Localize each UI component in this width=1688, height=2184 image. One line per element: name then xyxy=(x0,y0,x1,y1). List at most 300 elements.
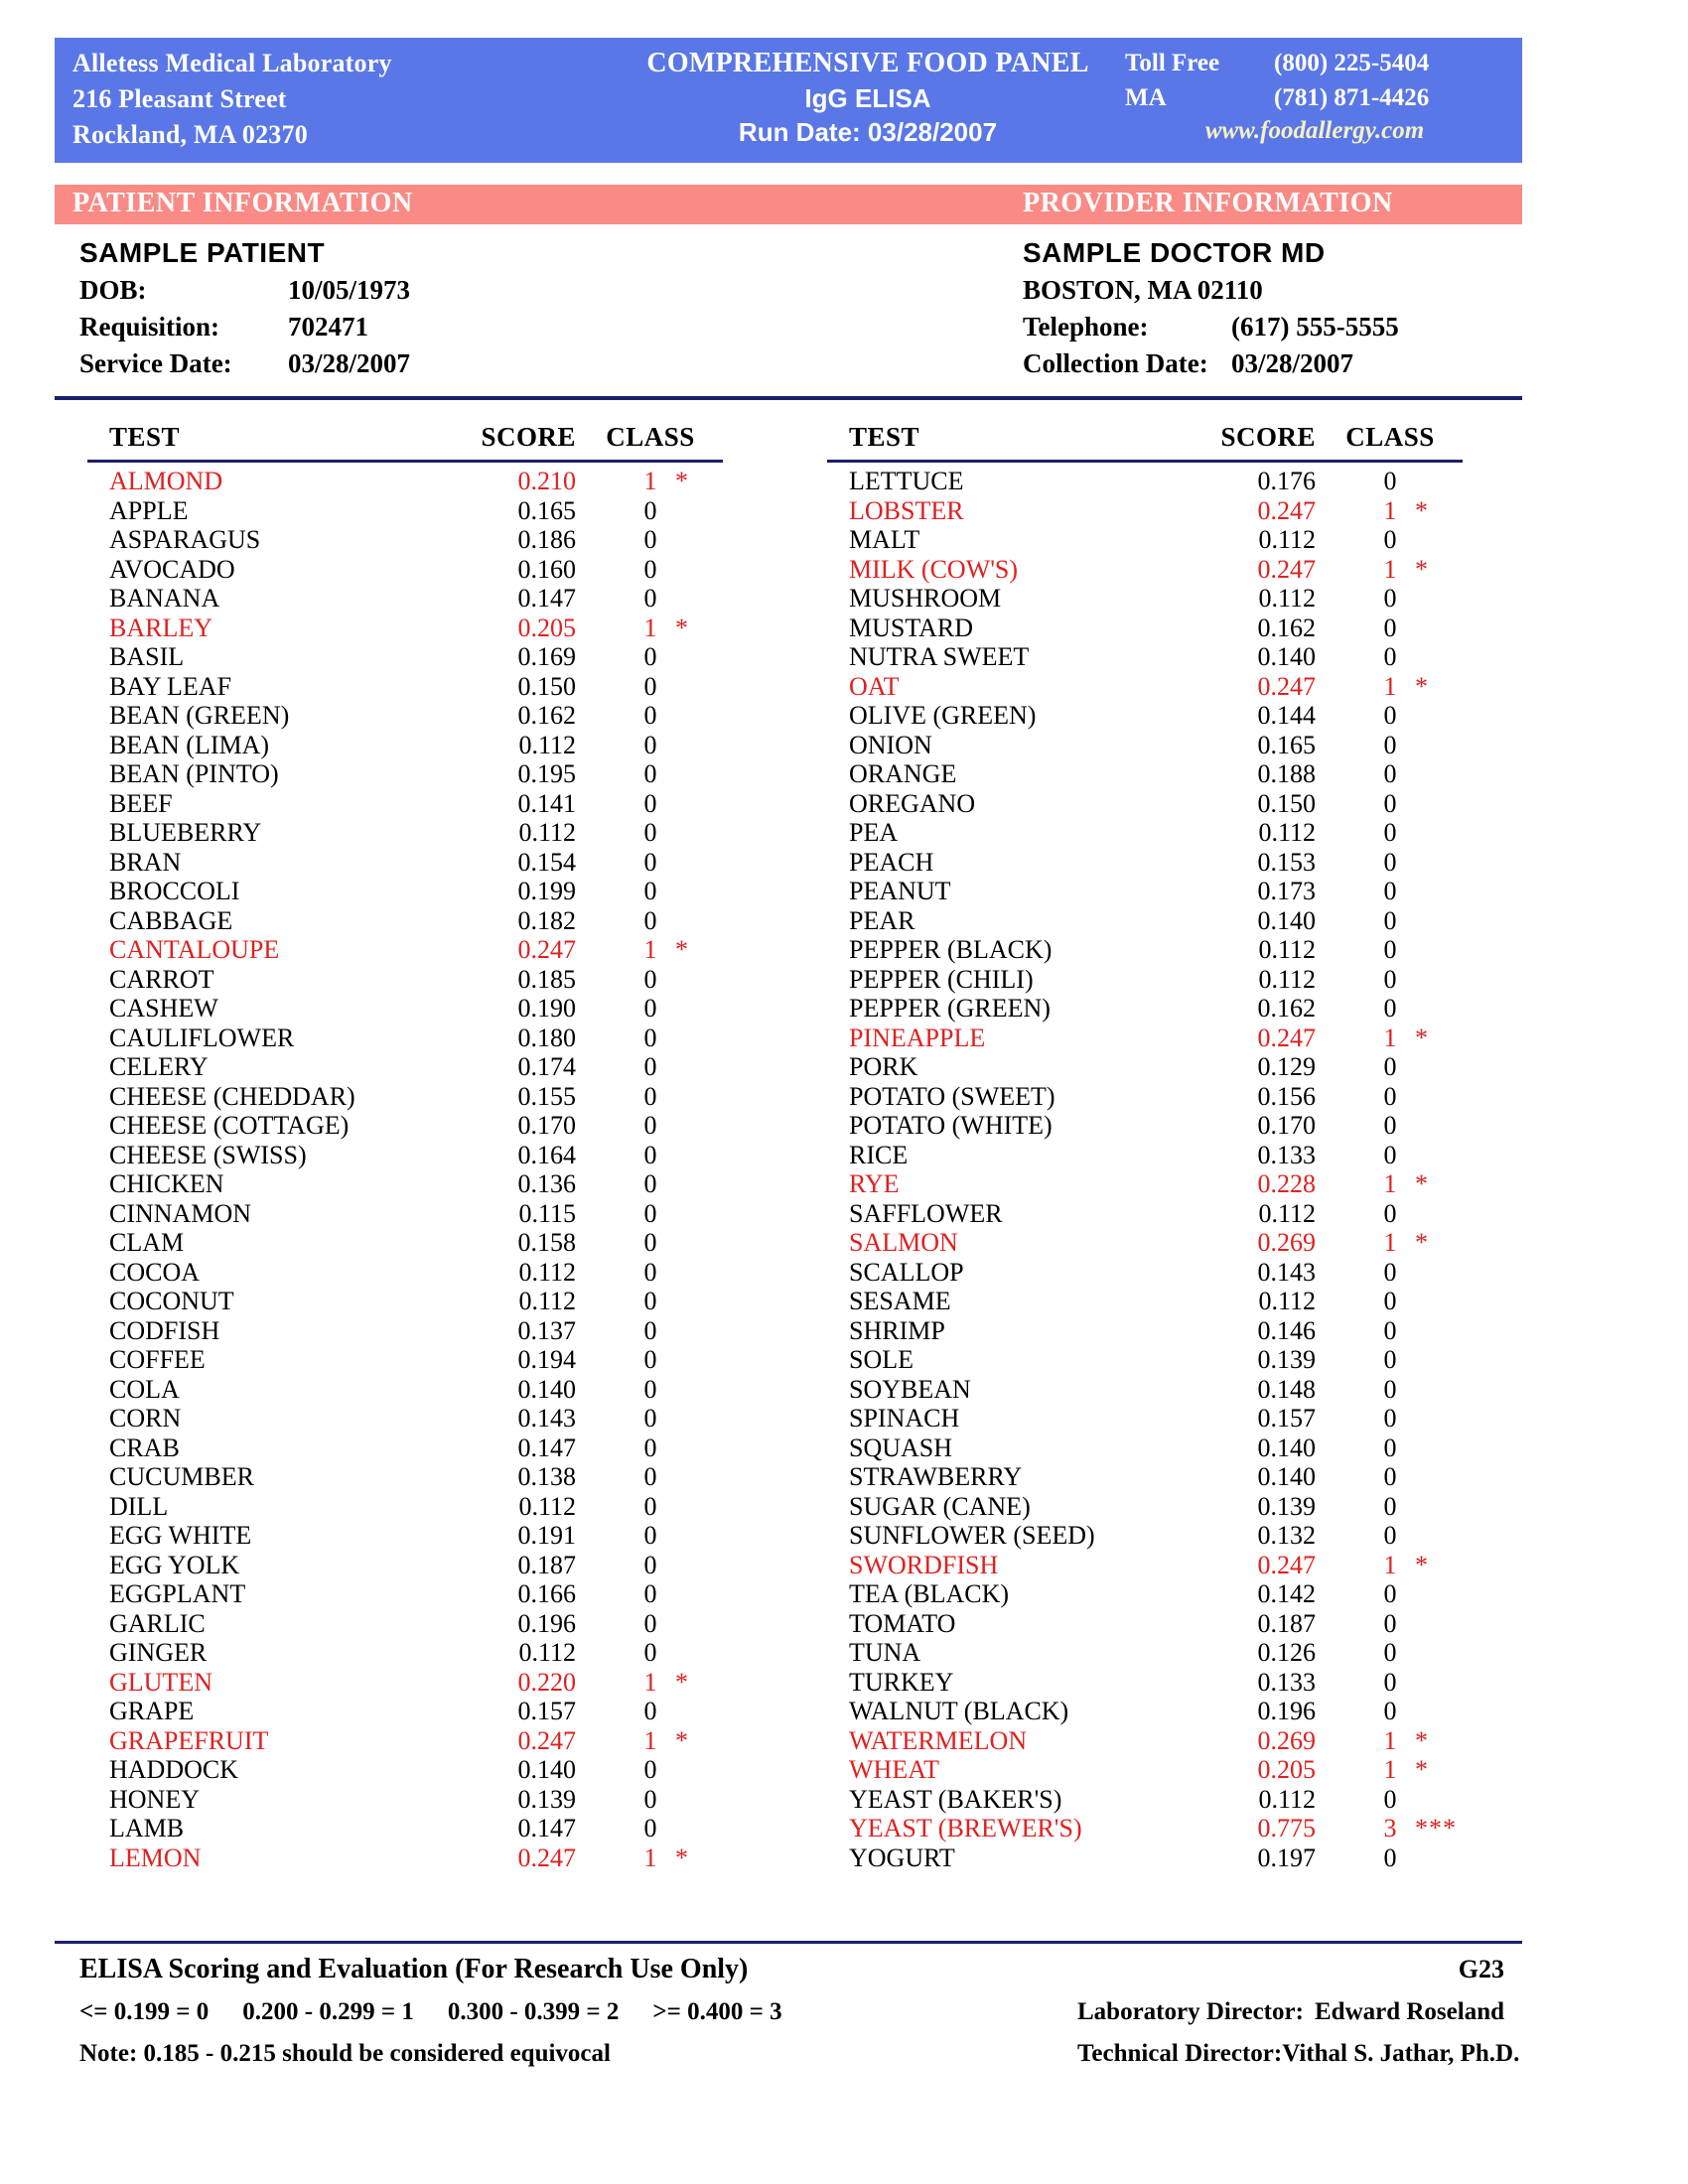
test-name: CHEESE (SWISS) xyxy=(109,1140,307,1169)
test-name: LETTUCE xyxy=(849,467,964,495)
test-score: 0.186 xyxy=(517,525,576,554)
table-row xyxy=(819,1755,1504,1785)
table-row xyxy=(819,1141,1504,1170)
table-row xyxy=(79,877,765,906)
laboratory-director-row xyxy=(1077,1991,1504,2033)
test-score: 0.126 xyxy=(1257,1638,1316,1667)
test-score: 0.142 xyxy=(1257,1579,1316,1608)
table-row xyxy=(819,935,1504,965)
test-name: MUSHROOM xyxy=(849,584,1002,613)
table-row xyxy=(79,1755,765,1785)
ma-phone-row xyxy=(1125,80,1512,115)
provider-address: BOSTON, MA 02110 xyxy=(1023,275,1263,305)
laboratory-city-state-zip: Rockland, MA 02370 xyxy=(72,120,308,149)
test-score: 0.205 xyxy=(1257,1755,1316,1784)
table-row xyxy=(819,1609,1504,1639)
test-name: BEAN (LIMA) xyxy=(109,730,270,759)
test-score: 0.143 xyxy=(1257,1257,1316,1287)
test-class: 0 xyxy=(643,1111,657,1140)
test-name: PEPPER (GREEN) xyxy=(849,994,1051,1023)
test-score: 0.199 xyxy=(517,877,576,905)
ma-phone-value: (781) 871-4426 xyxy=(1274,84,1430,111)
panel-title: COMPREHENSIVE FOOD PANEL xyxy=(646,48,1089,78)
patient-requisition-row xyxy=(79,309,774,345)
test-name: SWORDFISH xyxy=(849,1550,999,1579)
table-row xyxy=(819,701,1504,731)
test-name: CORN xyxy=(109,1404,182,1433)
test-name: TUNA xyxy=(849,1638,921,1667)
report-header-band xyxy=(55,38,1522,163)
test-class: 1 xyxy=(643,1667,657,1697)
signature-block xyxy=(1077,1948,1520,2075)
test-name: WATERMELON xyxy=(849,1725,1028,1755)
test-name: SPINACH xyxy=(849,1404,960,1433)
table-row xyxy=(819,1228,1504,1258)
details-section xyxy=(55,234,1522,393)
table-row xyxy=(79,1843,765,1873)
table-row xyxy=(79,1521,765,1551)
test-score: 0.154 xyxy=(517,847,576,877)
table-row xyxy=(819,818,1504,848)
test-score: 0.247 xyxy=(1257,554,1316,584)
test-score: 0.269 xyxy=(1257,1228,1316,1257)
results-rows-right xyxy=(819,463,1504,1872)
table-row xyxy=(79,496,765,526)
test-name: YEAST (BAKER'S) xyxy=(849,1784,1062,1814)
table-row xyxy=(79,1492,765,1522)
test-score: 0.247 xyxy=(517,1843,576,1872)
test-name: STRAWBERRY xyxy=(849,1462,1023,1491)
test-class: 0 xyxy=(643,818,657,847)
test-class: 0 xyxy=(643,1462,657,1491)
test-name: SCALLOP xyxy=(849,1257,964,1287)
test-class: 0 xyxy=(1383,1667,1397,1697)
test-name: SOLE xyxy=(849,1345,914,1374)
test-class: 1 xyxy=(1383,1550,1397,1579)
table-row xyxy=(819,555,1504,585)
provider-telephone-label: Telephone: xyxy=(1023,312,1149,341)
table-row xyxy=(819,731,1504,760)
test-name: WALNUT (BLACK) xyxy=(849,1697,1069,1725)
test-score: 0.148 xyxy=(1257,1374,1316,1404)
table-row xyxy=(79,1258,765,1288)
test-class: 0 xyxy=(1383,1784,1397,1814)
test-class: 0 xyxy=(643,905,657,935)
test-class: 0 xyxy=(643,1755,657,1784)
test-score: 0.143 xyxy=(517,1404,576,1433)
test-score: 0.138 xyxy=(517,1462,576,1491)
test-class: 0 xyxy=(643,1374,657,1404)
test-score: 0.174 xyxy=(517,1052,576,1081)
test-name: PEPPER (BLACK) xyxy=(849,935,1053,964)
test-flag-asterisk: * xyxy=(675,935,689,964)
table-row xyxy=(79,935,765,965)
test-flag-asterisk: * xyxy=(675,1843,689,1872)
patient-details xyxy=(79,234,774,382)
table-row xyxy=(819,877,1504,906)
test-class: 0 xyxy=(643,1638,657,1667)
panel-title-block xyxy=(611,38,1125,163)
test-name: BAY LEAF xyxy=(109,671,232,701)
test-class: 0 xyxy=(643,1491,657,1521)
table-row xyxy=(79,1668,765,1698)
table-row xyxy=(819,1258,1504,1288)
test-score: 0.195 xyxy=(517,759,576,788)
test-name: BEAN (GREEN) xyxy=(109,701,290,730)
test-class: 0 xyxy=(1383,1579,1397,1608)
test-name: HADDOCK xyxy=(109,1755,238,1784)
table-row xyxy=(79,614,765,643)
test-flag-asterisk: * xyxy=(1415,495,1429,525)
test-class: 0 xyxy=(1383,1697,1397,1725)
column-header-test: TEST xyxy=(109,422,181,452)
test-class: 1 xyxy=(643,467,657,495)
patient-requisition-value: 702471 xyxy=(288,312,368,341)
table-row xyxy=(79,1697,765,1726)
test-score: 0.112 xyxy=(1258,1287,1316,1315)
patient-requisition-label: Requisition: xyxy=(79,312,220,341)
test-class: 0 xyxy=(1383,1140,1397,1169)
test-score: 0.141 xyxy=(517,788,576,818)
test-class: 0 xyxy=(643,1550,657,1579)
test-score: 0.112 xyxy=(1258,964,1316,994)
test-class: 1 xyxy=(1383,1023,1397,1052)
test-name: BRAN xyxy=(109,847,182,877)
scoring-scale-item: 0.300 - 0.399 = 2 xyxy=(447,1998,620,2025)
test-name: COCOA xyxy=(109,1257,201,1287)
test-score: 0.112 xyxy=(1258,1198,1316,1228)
test-score: 0.112 xyxy=(518,1491,576,1521)
test-score: 0.197 xyxy=(1257,1843,1316,1872)
table-row xyxy=(819,1521,1504,1551)
table-row xyxy=(819,994,1504,1024)
test-name: RICE xyxy=(849,1140,909,1169)
test-class: 0 xyxy=(643,1287,657,1315)
test-class: 0 xyxy=(1383,467,1397,495)
table-row xyxy=(819,1785,1504,1815)
test-score: 0.155 xyxy=(517,1081,576,1111)
test-score: 0.210 xyxy=(517,467,576,495)
test-score: 0.205 xyxy=(517,613,576,642)
table-row xyxy=(79,1169,765,1199)
test-name: BLUEBERRY xyxy=(109,818,262,847)
table-row xyxy=(819,1433,1504,1463)
test-name: PORK xyxy=(849,1052,918,1081)
test-class: 0 xyxy=(643,1608,657,1638)
test-class: 0 xyxy=(643,671,657,701)
test-name: LEMON xyxy=(109,1843,202,1872)
test-name: SOYBEAN xyxy=(849,1374,971,1404)
test-name: LOBSTER xyxy=(849,495,964,525)
test-name: DILL xyxy=(109,1491,169,1521)
header-divider-rule xyxy=(55,396,1522,400)
test-name: ASPARAGUS xyxy=(109,525,261,554)
run-date: Run Date: 03/28/2007 xyxy=(738,117,998,147)
laboratory-director-label: Laboratory Director: xyxy=(1077,1998,1304,2025)
table-row xyxy=(79,1462,765,1492)
test-class: 0 xyxy=(643,1315,657,1345)
test-name: ALMOND xyxy=(109,467,223,495)
table-row xyxy=(79,1551,765,1580)
column-header-score: SCORE xyxy=(481,422,576,452)
table-row xyxy=(819,467,1504,496)
test-name: TURKEY xyxy=(849,1667,954,1697)
test-class: 0 xyxy=(1383,994,1397,1023)
test-class: 1 xyxy=(1383,554,1397,584)
results-column-left xyxy=(79,422,765,1872)
test-class: 0 xyxy=(643,1433,657,1462)
test-score: 0.115 xyxy=(518,1198,576,1228)
table-row xyxy=(79,1141,765,1170)
test-name: GINGER xyxy=(109,1638,208,1667)
test-class: 0 xyxy=(643,1228,657,1257)
test-score: 0.157 xyxy=(517,1697,576,1725)
test-score: 0.196 xyxy=(517,1608,576,1638)
test-class: 0 xyxy=(643,642,657,671)
table-row xyxy=(79,1609,765,1639)
test-score: 0.140 xyxy=(517,1755,576,1784)
patient-service-date-value: 03/28/2007 xyxy=(288,348,411,378)
test-score: 0.139 xyxy=(517,1784,576,1814)
test-score: 0.170 xyxy=(517,1111,576,1140)
test-score: 0.196 xyxy=(1257,1697,1316,1725)
test-class: 0 xyxy=(1383,1198,1397,1228)
test-name: CAULIFLOWER xyxy=(109,1023,295,1052)
test-name: YEAST (BREWER'S) xyxy=(849,1814,1082,1843)
table-row xyxy=(79,1082,765,1112)
table-row xyxy=(819,496,1504,526)
table-row xyxy=(79,818,765,848)
test-score: 0.176 xyxy=(1257,467,1316,495)
table-row xyxy=(819,1668,1504,1698)
test-score: 0.247 xyxy=(1257,495,1316,525)
test-class: 1 xyxy=(643,613,657,642)
test-class: 0 xyxy=(643,1404,657,1433)
test-class: 0 xyxy=(643,1697,657,1725)
scoring-scale-item: >= 0.400 = 3 xyxy=(652,1998,782,2025)
test-class: 0 xyxy=(643,994,657,1023)
test-name: CASHEW xyxy=(109,994,218,1023)
table-row xyxy=(819,848,1504,878)
test-score: 0.158 xyxy=(517,1228,576,1257)
table-row xyxy=(79,1111,765,1141)
test-class: 0 xyxy=(1383,1287,1397,1315)
table-row xyxy=(819,1462,1504,1492)
test-flag-asterisk: * xyxy=(1415,1550,1429,1579)
test-name: PEA xyxy=(849,818,899,847)
table-row xyxy=(79,1199,765,1229)
test-class: 0 xyxy=(1383,1843,1397,1872)
test-name: CHICKEN xyxy=(109,1169,224,1198)
column-header-score: SCORE xyxy=(1220,422,1316,452)
table-row xyxy=(819,672,1504,702)
test-score: 0.228 xyxy=(1257,1169,1316,1198)
test-name: EGG WHITE xyxy=(109,1521,252,1550)
test-score: 0.191 xyxy=(517,1521,576,1550)
test-score: 0.147 xyxy=(517,584,576,613)
test-name: HONEY xyxy=(109,1784,200,1814)
test-class: 0 xyxy=(643,1345,657,1374)
test-score: 0.146 xyxy=(1257,1315,1316,1345)
test-score: 0.180 xyxy=(517,1023,576,1052)
test-name: CHEESE (COTTAGE) xyxy=(109,1111,350,1140)
table-row xyxy=(819,1697,1504,1726)
technical-director-label: Technical Director: xyxy=(1077,2040,1283,2067)
test-flag-asterisk: * xyxy=(1415,554,1429,584)
test-class: 0 xyxy=(643,701,657,730)
test-class: 0 xyxy=(643,1169,657,1198)
test-name: PEPPER (CHILI) xyxy=(849,964,1034,994)
test-flag-asterisk: * xyxy=(1415,1169,1429,1198)
test-score: 0.247 xyxy=(517,935,576,964)
test-class: 0 xyxy=(643,1521,657,1550)
test-name: CHEESE (CHEDDAR) xyxy=(109,1081,355,1111)
footer-divider-rule xyxy=(55,1941,1522,1944)
equivocal-note: Note: 0.185 - 0.215 should be considered equivocal xyxy=(79,2040,611,2067)
patient-dob-value: 10/05/1973 xyxy=(288,275,411,305)
table-row xyxy=(79,642,765,672)
patient-dob-row xyxy=(79,272,774,309)
test-class: 0 xyxy=(1383,818,1397,847)
test-score: 0.165 xyxy=(517,495,576,525)
test-class: 0 xyxy=(1383,1638,1397,1667)
test-score: 0.247 xyxy=(1257,1550,1316,1579)
test-score: 0.185 xyxy=(517,964,576,994)
test-score: 0.140 xyxy=(1257,905,1316,935)
test-class: 0 xyxy=(643,730,657,759)
table-row xyxy=(819,1052,1504,1082)
test-name: SESAME xyxy=(849,1287,951,1315)
provider-name: SAMPLE DOCTOR MD xyxy=(1023,237,1326,268)
test-name: COCONUT xyxy=(109,1287,234,1315)
test-score: 0.147 xyxy=(517,1433,576,1462)
test-name: GLUTEN xyxy=(109,1667,212,1697)
test-score: 0.137 xyxy=(517,1315,576,1345)
test-score: 0.247 xyxy=(1257,671,1316,701)
table-row xyxy=(819,1579,1504,1609)
table-row xyxy=(79,467,765,496)
test-name: CANTALOUPE xyxy=(109,935,280,964)
patient-service-date-label: Service Date: xyxy=(79,348,232,378)
table-row xyxy=(819,584,1504,614)
test-class: 0 xyxy=(643,1784,657,1814)
test-class: 0 xyxy=(1383,877,1397,905)
test-name: CUCUMBER xyxy=(109,1462,254,1491)
laboratory-street: 216 Pleasant Street xyxy=(72,84,287,113)
table-row xyxy=(79,1345,765,1375)
test-score: 0.182 xyxy=(517,905,576,935)
test-name: ORANGE xyxy=(849,759,957,788)
table-row xyxy=(79,906,765,936)
test-class: 1 xyxy=(643,1725,657,1755)
test-name: SHRIMP xyxy=(849,1315,945,1345)
test-name: CARROT xyxy=(109,964,214,994)
test-score: 0.140 xyxy=(1257,1433,1316,1462)
table-header-left xyxy=(79,422,765,460)
table-row xyxy=(819,525,1504,555)
table-row xyxy=(819,789,1504,819)
test-class: 0 xyxy=(1383,1345,1397,1374)
test-class: 0 xyxy=(1383,1521,1397,1550)
column-header-test: TEST xyxy=(849,422,920,452)
test-class: 0 xyxy=(1383,759,1397,788)
test-score: 0.187 xyxy=(517,1550,576,1579)
information-banner xyxy=(55,185,1522,224)
test-score: 0.144 xyxy=(1257,701,1316,730)
test-name: ONION xyxy=(849,730,932,759)
laboratory-contact-block xyxy=(1125,38,1522,163)
test-class: 0 xyxy=(643,1023,657,1052)
test-name: TEA (BLACK) xyxy=(849,1579,1010,1608)
test-score: 0.140 xyxy=(1257,642,1316,671)
tollfree-value: (800) 225-5404 xyxy=(1274,50,1430,76)
test-score: 0.162 xyxy=(517,701,576,730)
table-row xyxy=(79,555,765,585)
test-name: EGGPLANT xyxy=(109,1579,246,1608)
test-score: 0.169 xyxy=(517,642,576,671)
test-class: 0 xyxy=(1383,613,1397,642)
test-class: 0 xyxy=(643,1140,657,1169)
results-rows-left xyxy=(79,463,765,1872)
table-row xyxy=(79,1579,765,1609)
test-name: OAT xyxy=(849,671,900,701)
patient-name: SAMPLE PATIENT xyxy=(79,237,326,268)
table-row xyxy=(819,965,1504,995)
test-class: 0 xyxy=(1383,525,1397,554)
test-score: 0.162 xyxy=(1257,994,1316,1023)
test-class: 0 xyxy=(1383,584,1397,613)
test-name: GRAPEFRUIT xyxy=(109,1725,269,1755)
test-class: 0 xyxy=(643,964,657,994)
test-name: BANANA xyxy=(109,584,220,613)
test-name: SUGAR (CANE) xyxy=(849,1491,1031,1521)
results-column-right xyxy=(819,422,1504,1872)
test-name: COLA xyxy=(109,1374,180,1404)
test-score: 0.150 xyxy=(517,671,576,701)
tollfree-label: Toll Free xyxy=(1125,50,1220,76)
test-class: 0 xyxy=(1383,964,1397,994)
test-name: BEEF xyxy=(109,788,173,818)
test-score: 0.140 xyxy=(1257,1462,1316,1491)
test-class: 0 xyxy=(643,1052,657,1081)
laboratory-director-value: Edward Roseland xyxy=(1314,1998,1504,2025)
table-row xyxy=(79,789,765,819)
test-name: BEAN (PINTO) xyxy=(109,759,279,788)
table-row xyxy=(819,1199,1504,1229)
test-score: 0.187 xyxy=(1257,1608,1316,1638)
test-score: 0.190 xyxy=(517,994,576,1023)
test-score: 0.136 xyxy=(517,1169,576,1198)
test-name: OLIVE (GREEN) xyxy=(849,701,1037,730)
scoring-scale-item: <= 0.199 = 0 xyxy=(79,1998,210,2025)
test-flag-asterisk: * xyxy=(675,613,689,642)
table-row xyxy=(79,848,765,878)
test-class: 0 xyxy=(643,1081,657,1111)
test-class: 1 xyxy=(1383,1725,1397,1755)
table-header-right xyxy=(819,422,1504,460)
test-class: 0 xyxy=(643,788,657,818)
provider-telephone-row xyxy=(1023,309,1688,345)
test-score: 0.112 xyxy=(1258,525,1316,554)
provider-collection-date-value: 03/28/2007 xyxy=(1231,348,1354,378)
test-score: 0.150 xyxy=(1257,788,1316,818)
test-name: SUNFLOWER (SEED) xyxy=(849,1521,1095,1550)
table-row xyxy=(79,1785,765,1815)
laboratory-website-link[interactable]: www.foodallergy.com xyxy=(1204,117,1425,144)
test-class: 0 xyxy=(1383,1374,1397,1404)
test-class: 0 xyxy=(1383,847,1397,877)
test-score: 0.194 xyxy=(517,1345,576,1374)
